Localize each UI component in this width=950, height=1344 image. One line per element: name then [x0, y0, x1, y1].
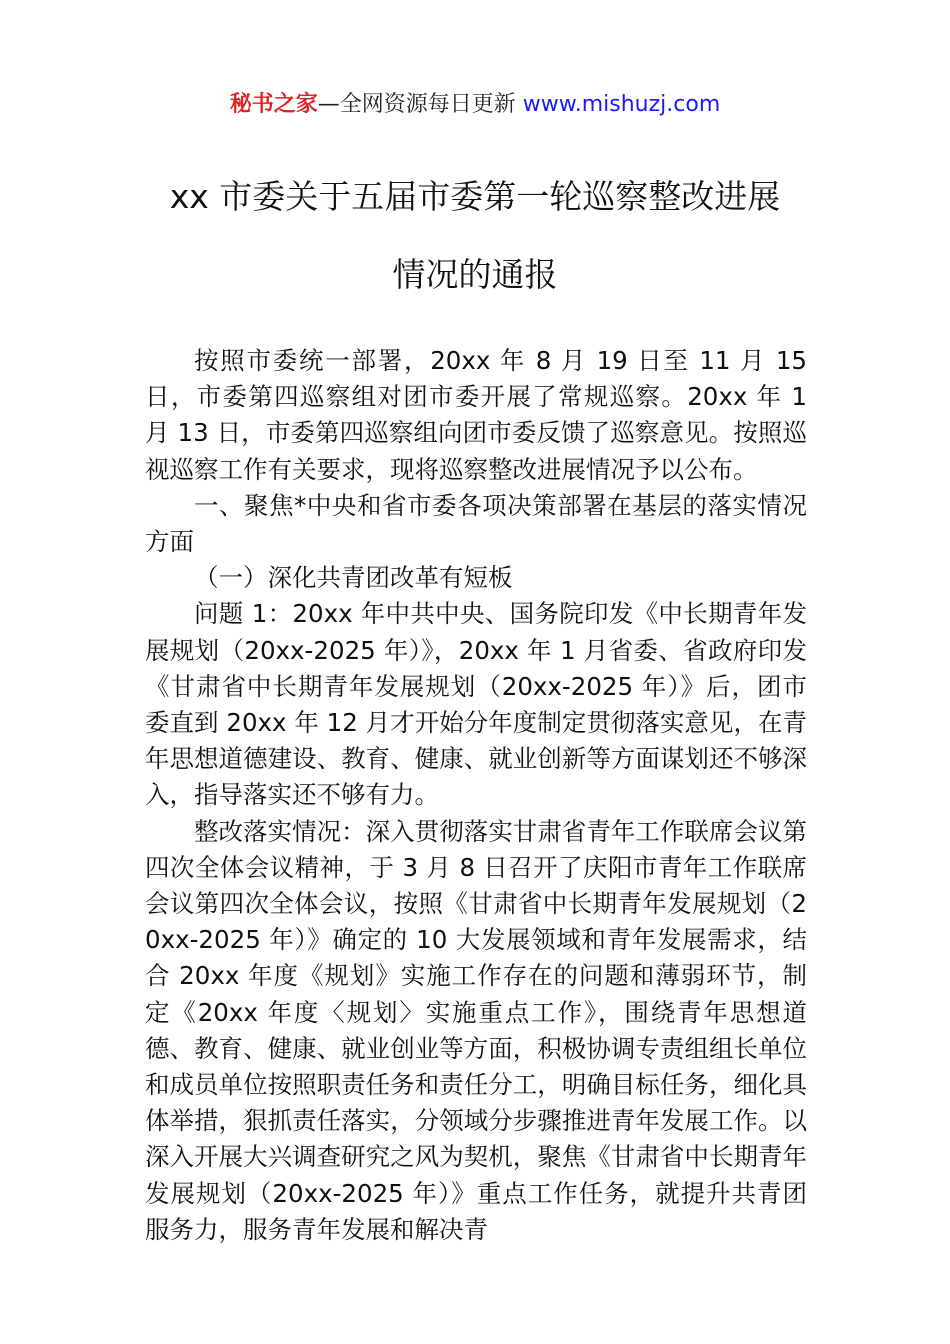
banner-brand: 秘书之家: [229, 92, 318, 117]
paragraph-subsection-heading: （一）深化共青团改革有短板: [194, 563, 513, 593]
document-body: [145, 343, 807, 1248]
banner-slogan: —全网资源每日更新: [317, 92, 523, 117]
paragraph-section-heading: 一、聚焦*中央和省市委各项决策部署在基层的落实情况方面: [145, 490, 807, 557]
site-banner: [0, 90, 950, 120]
title-line-2: 情况的通报: [392, 255, 558, 294]
banner-url[interactable]: www.mishuzj.com: [522, 92, 721, 117]
title-line-1: xx 市委关于五届市委第一轮巡察整改进展: [169, 177, 781, 216]
document-title: [100, 158, 850, 314]
paragraph-intro: 按照市委统一部署，20xx 年 8 月 19 日至 11 月 15 日，市委第四巡察组对团市委开展了常规巡察。20xx 年 1 月 13 日，市委第四巡察组向团市委反馈了巡察意见。按照巡视巡察工作有关要求，现将巡察整改进展情况予以公布。: [145, 346, 807, 484]
paragraph-rectification: 整改落实情况：深入贯彻落实甘肃省青年工作联席会议第四次全体会议精神，于 3 月 8 日召开了庆阳市青年工作联席会议第四次全体会议，按照《甘肃省中长期青年发展规划（20xx-2025 年）》确定的 10 大发展领域和青年发展需求，结合 20xx 年度《规划》实施工作存在的问题和薄弱环节，制定《20xx 年度〈规划〉实施重点工作》，围绕青年思想道德、教育、健康、就业创业等方面，积极协调专责组组长单位和成员单位按照职责任务和责任分工，明确目标任务，细化具体举措，狠抓责任落实，分领域分步骤推进青年发展工作。以深入开展大兴调查研究之风为契机，聚焦《甘肃省中长期青年发展规划（20xx-2025 年）》重点工作任务，就提升共青团服务力，服务青年发展和解决青: [145, 816, 807, 1244]
paragraph-problem-1: 问题 1：20xx 年中共中央、国务院印发《中长期青年发展规划（20xx-2025 年）》，20xx 年 1 月省委、省政府印发《甘肃省中长期青年发展规划（20xx-2025 年）》后，团市委直到 20xx 年 12 月才开始分年度制定贯彻落实意见，在青年思想道德建设、教育、健康、就业创新等方面谋划还不够深入，指导落实还不够有力。: [145, 599, 807, 810]
